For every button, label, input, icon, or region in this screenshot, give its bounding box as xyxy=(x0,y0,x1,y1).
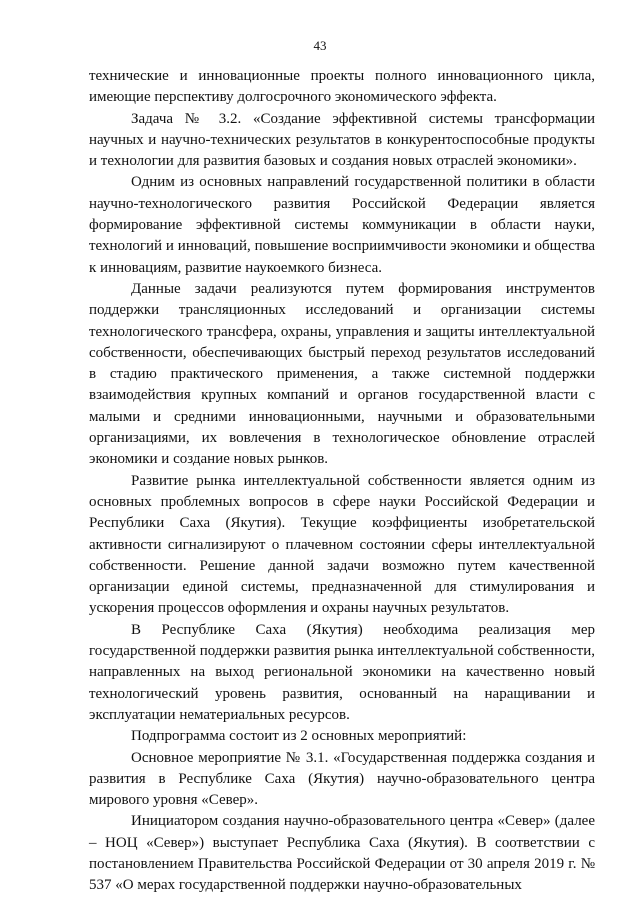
document-body xyxy=(89,66,595,897)
paragraph-task-3-2: Задача № 3.2. «Создание эффективной системы трансформации научных и научно-технических результатов в конкурентоспособные продукты и технологии для развития базовых и создания новых отраслей экономики». xyxy=(89,110,595,170)
paragraph-subprogram-structure: Подпрограмма состоит из 2 основных мероприятий: xyxy=(131,728,467,745)
page-number: 43 xyxy=(313,38,327,53)
paragraph-state-policy: Одним из основных направлений государственной политики в области научно-технологического развития Российской Федерации является формирование эффективной системы коммуникации в области науки, технологий и инноваций, повышение восприимчивости экономики и общества к инновациям, развитие наукоемкого бизнеса. xyxy=(89,174,595,276)
paragraph-ip-market: Развитие рынка интеллектуальной собственности является одним из основных проблемных вопросов в сфере науки Российской Федерации и Республики Саха (Якутия). Текущие коэффициенты изобретательской активности сигнализируют о плачевном состоянии сферы интеллектуальной собственности. Решение данной задачи возможно путем качественной организации единой системы, предназначенной для стимулирования и ускорения процессов оформления и охраны научных результатов. xyxy=(89,472,595,617)
paragraph-continuation: технические и инновационные проекты полного инновационного цикла, имеющие перспективу долгосрочного экономического эффекта. xyxy=(89,68,595,106)
paragraph-main-activity-3-1: Основное мероприятие № 3.1. «Государственная поддержка создания и развития в Республике Саха (Якутия) научно-образовательного центра мирового уровня «Север». xyxy=(89,749,595,809)
paragraph-tasks-implementation: Данные задачи реализуются путем формирования инструментов поддержки трансляционных исследований и организации системы технологического трансфера, охраны, управления и защиты интеллектуальной собственности, обеспечивающих быстрый переход результатов исследований в стадию практического применения, а также системной поддержки взаимодействия крупных компаний и органов государственной власти с малыми и средними инновационными, научными и образовательными организациями, их вовлечения в технологическое обновление отраслей экономики и создание новых рынков. xyxy=(89,280,595,468)
paragraph-state-support: В Республике Саха (Якутия) необходима реализация мер государственной поддержки развития рынка интеллектуальной собственности, направленных на выход региональной экономики на качественно новый технологический уровень развития, основанный на наращивании и эксплуатации нематериальных ресурсов. xyxy=(89,621,595,723)
paragraph-noc-sever: Инициатором создания научно-образовательного центра «Север» (далее – НОЦ «Север») выступает Республика Саха (Якутия). В соответствии с постановлением Правительства Российской Федерации от 30 апреля 2019 г. № 537 «О мерах государственной поддержки научно-образовательных xyxy=(89,813,595,894)
